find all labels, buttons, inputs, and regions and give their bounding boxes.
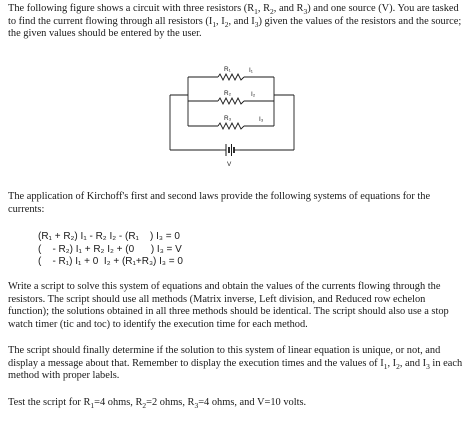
equation-line: (R₁ + R₂) I₁ - R₂ I₂ - (R₁ ) I₃ = 0 — [38, 231, 180, 242]
resistor-r2-symbol — [218, 98, 244, 104]
test-paragraph: Test the script for $R_1=4$ ohms, $R_2=2$ ohms, $R_3=4$ ohms, and V=10 volts. — [8, 397, 307, 411]
equation-line: ( - R₂) I₁ + R₂ I₂ + (0 ) I₃ = V — [38, 243, 182, 255]
determine-paragraph: The script should finally determine if the solution to this system of linear equation is unique, or not, and display a message about that. Remember to display the execution times and the values of $I_1$, $I_2$, and $I_3$ in each method with proper labels. — [8, 345, 463, 382]
equation-line: ( - R₁) I₁ + 0 I₂ + (R₁+R₃) I₃ = 0 — [38, 256, 183, 268]
kirchhoff-paragraph: The application of Kirchoff's first and second laws provide the following systems of equations for the currents: — [8, 191, 431, 215]
i2-label: I₂ — [251, 91, 256, 98]
resistor-r3-symbol — [218, 123, 244, 129]
equation-system — [38, 231, 183, 269]
i3-label: I₃ — [259, 116, 264, 123]
intro-paragraph: The following figure shows a circuit with three resistors ($R_1$, $R_2$, and $R_3$) and one source (V). You are tasked to find the current flowing through all resistors ($I_1$, $I_2$, and $I_3$) given the values of the resistors and the source; the given values should be entered by the user. — [8, 3, 462, 40]
source-label: V — [227, 161, 232, 168]
r2-label: R₂ — [224, 90, 232, 97]
task-paragraph: Write a script to solve this system of equations and obtain the values of the currents flowing through the resistors. The script should use all methods (Matrix inverse, Left division, and Reduced row echelon function); the solutions obtained in all three methods should be identical. The script should also use a stop watch timer (tic and toc) to identify the execution time for each method. — [8, 281, 449, 330]
r3-label: R₃ — [224, 115, 232, 122]
r1-label: R₁ — [224, 66, 231, 73]
circuit-wires — [170, 77, 294, 150]
i1-label: I₁ — [249, 67, 253, 74]
resistor-r1-symbol — [218, 74, 244, 80]
circuit-diagram — [168, 63, 298, 171]
battery-symbol — [226, 144, 234, 156]
